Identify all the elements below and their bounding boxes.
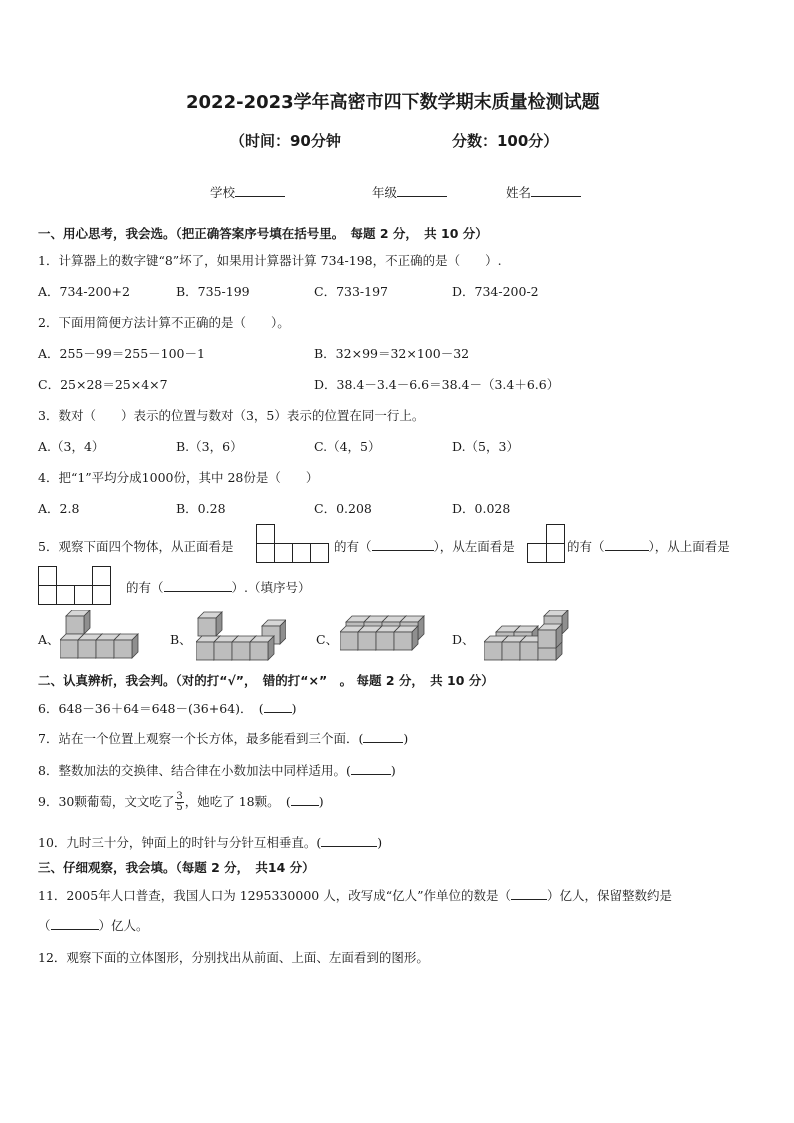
q2-option-c[interactable]: C．25×28＝25×4×7	[38, 377, 168, 392]
q11-text-3: （	[38, 918, 51, 933]
q5-text-2[interactable]	[334, 537, 515, 555]
q11-text-4: ）亿人。	[98, 918, 149, 933]
q5-text-2-label: 的有（	[334, 539, 372, 554]
q11-blank-2[interactable]	[51, 917, 99, 930]
q2-option-b[interactable]: B．32×99＝32×100－32	[314, 346, 470, 361]
q9-end: )	[318, 794, 324, 809]
q8-end: )	[390, 763, 396, 778]
left-view-grid-icon	[527, 524, 567, 564]
q7[interactable]	[38, 729, 408, 747]
q10[interactable]	[38, 833, 382, 851]
q9-fraction-denominator: 5	[176, 802, 183, 813]
q10-blank[interactable]	[321, 834, 377, 847]
q5-option-c-label[interactable]: C、	[316, 632, 339, 647]
q5-text-6[interactable]	[126, 578, 311, 596]
q3-stem: 3．数对（ ）表示的位置与数对（3，5）表示的位置在同一行上。	[38, 408, 425, 423]
q5-text-1: 5．观察下面四个物体，从正面看是	[38, 539, 234, 554]
q8-text: 8．整数加法的交换律、结合律在小数加法中同样适用。(	[38, 763, 351, 778]
q3-option-d[interactable]: D.（5，3）	[452, 439, 519, 454]
grade-blank[interactable]	[397, 184, 447, 197]
q11-text-2: ）亿人，保留整数约是	[546, 888, 672, 903]
q5-option-b-label[interactable]: B、	[170, 632, 192, 647]
q10-end: )	[377, 835, 383, 850]
q5-blank-left[interactable]	[605, 538, 649, 551]
q4-option-b[interactable]: B．0.28	[176, 501, 226, 516]
q5-text-4[interactable]	[567, 537, 730, 555]
q7-blank[interactable]	[363, 730, 403, 743]
q8[interactable]	[38, 761, 396, 779]
q10-text: 10．九时三十分，钟面上的时针与分针互相垂直。(	[38, 835, 322, 850]
q2-stem: 2．下面用简便方法计算不正确的是（ ）。	[38, 315, 290, 330]
name-field[interactable]	[506, 183, 581, 201]
q5-text-7: ）.（填序号）	[231, 580, 311, 595]
q5-blank-top[interactable]	[164, 579, 232, 592]
top-view-grid-icon	[38, 566, 114, 606]
q11-text-1: 11．2005年人口普查，我国人口为 1295330000 人，改写成“亿人”作单位的数是（	[38, 888, 511, 903]
q5-text-4-label: 的有（	[567, 539, 605, 554]
grade-field[interactable]	[372, 183, 447, 201]
q6-end: )	[291, 701, 297, 716]
q6-blank[interactable]	[264, 700, 292, 713]
q9[interactable]	[38, 792, 324, 813]
q9-text-post: ，她吃了 18颗。 (	[184, 794, 291, 809]
q4-option-d[interactable]: D．0.028	[452, 501, 511, 516]
q3-option-b[interactable]: B.（3，6）	[176, 439, 243, 454]
school-blank[interactable]	[235, 184, 285, 197]
q12-stem: 12．观察下面的立体图形，分别找出从前面、上面、左面看到的图形。	[38, 950, 429, 965]
section-2-heading: 二、认真辨析，我会判。（对的打“√”， 错的打“×” 。 每题 2 分， 共 10 分）	[38, 673, 494, 688]
q6-text: 6．648－36＋64＝648－(36+64)． (	[38, 701, 264, 716]
name-blank[interactable]	[531, 184, 581, 197]
q4-option-c[interactable]: C．0.208	[314, 501, 372, 516]
grade-label: 年级	[372, 185, 398, 200]
q4-stem: 4．把“1”平均分成1000份，其中 28份是（ ）	[38, 470, 319, 485]
section-3-heading: 三、仔细观察，我会填。（每题 2 分， 共14 分）	[38, 860, 315, 875]
q2-option-d[interactable]: D．38.4－3.4－6.6＝38.4－（3.4＋6.6）	[314, 377, 560, 392]
q7-text: 7．站在一个位置上观察一个长方体，最多能看到三个面．(	[38, 731, 364, 746]
q1-option-d[interactable]: D．734-200-2	[452, 284, 539, 299]
q1-option-c[interactable]: C．733-197	[314, 284, 389, 299]
school-label: 学校	[210, 185, 236, 200]
q1-stem: 1．计算器上的数字键“8”坏了，如果用计算器计算 734-198，不正确的是（ ）.	[38, 253, 502, 268]
q5-option-d-label[interactable]: D、	[452, 632, 475, 647]
cube-stack-icon[interactable]	[196, 610, 286, 664]
page-title: 2022-2023学年高密市四下数学期末质量检测试题	[186, 92, 600, 113]
front-view-grid-icon	[256, 524, 332, 564]
q7-end: )	[403, 731, 409, 746]
q1-option-b[interactable]: B．735-199	[176, 284, 250, 299]
q2-option-a[interactable]: A．255－99＝255－100－1	[38, 346, 205, 361]
q5-blank-front[interactable]	[372, 538, 434, 551]
q3-option-c[interactable]: C.（4，5）	[314, 439, 381, 454]
q11-line-1[interactable]	[38, 886, 672, 904]
q4-option-a[interactable]: A．2.8	[38, 501, 80, 516]
q9-fraction	[175, 792, 183, 813]
q9-fraction-numerator: 3	[176, 791, 183, 802]
exam-score: 分数：100分）	[452, 132, 559, 150]
cube-stack-icon[interactable]	[340, 612, 426, 654]
cube-stack-icon[interactable]	[484, 610, 574, 664]
q5-text-3: ），从左面看是	[433, 539, 515, 554]
name-label: 姓名	[506, 185, 532, 200]
q11-blank-1[interactable]	[511, 887, 547, 900]
q6[interactable]	[38, 699, 297, 717]
q5-option-a-label[interactable]: A、	[38, 632, 60, 647]
q1-option-a[interactable]: A．734-200+2	[38, 284, 130, 299]
q3-option-a[interactable]: A.（3，4）	[38, 439, 105, 454]
q5-text-6-label: 的有（	[126, 580, 164, 595]
q11-line-2[interactable]	[38, 916, 149, 934]
school-field[interactable]	[210, 183, 285, 201]
q8-blank[interactable]	[351, 762, 391, 775]
section-1-heading: 一、用心思考，我会选。（把正确答案序号填在括号里。 每题 2 分， 共 10 分）	[38, 226, 488, 241]
q9-text: 9．30颗葡萄，文文吃了	[38, 794, 175, 809]
exam-time: （时间：90分钟	[230, 132, 341, 150]
cube-stack-icon[interactable]	[60, 610, 144, 664]
q9-blank[interactable]	[291, 793, 319, 806]
q5-text-5: ），从上面看是	[648, 539, 730, 554]
